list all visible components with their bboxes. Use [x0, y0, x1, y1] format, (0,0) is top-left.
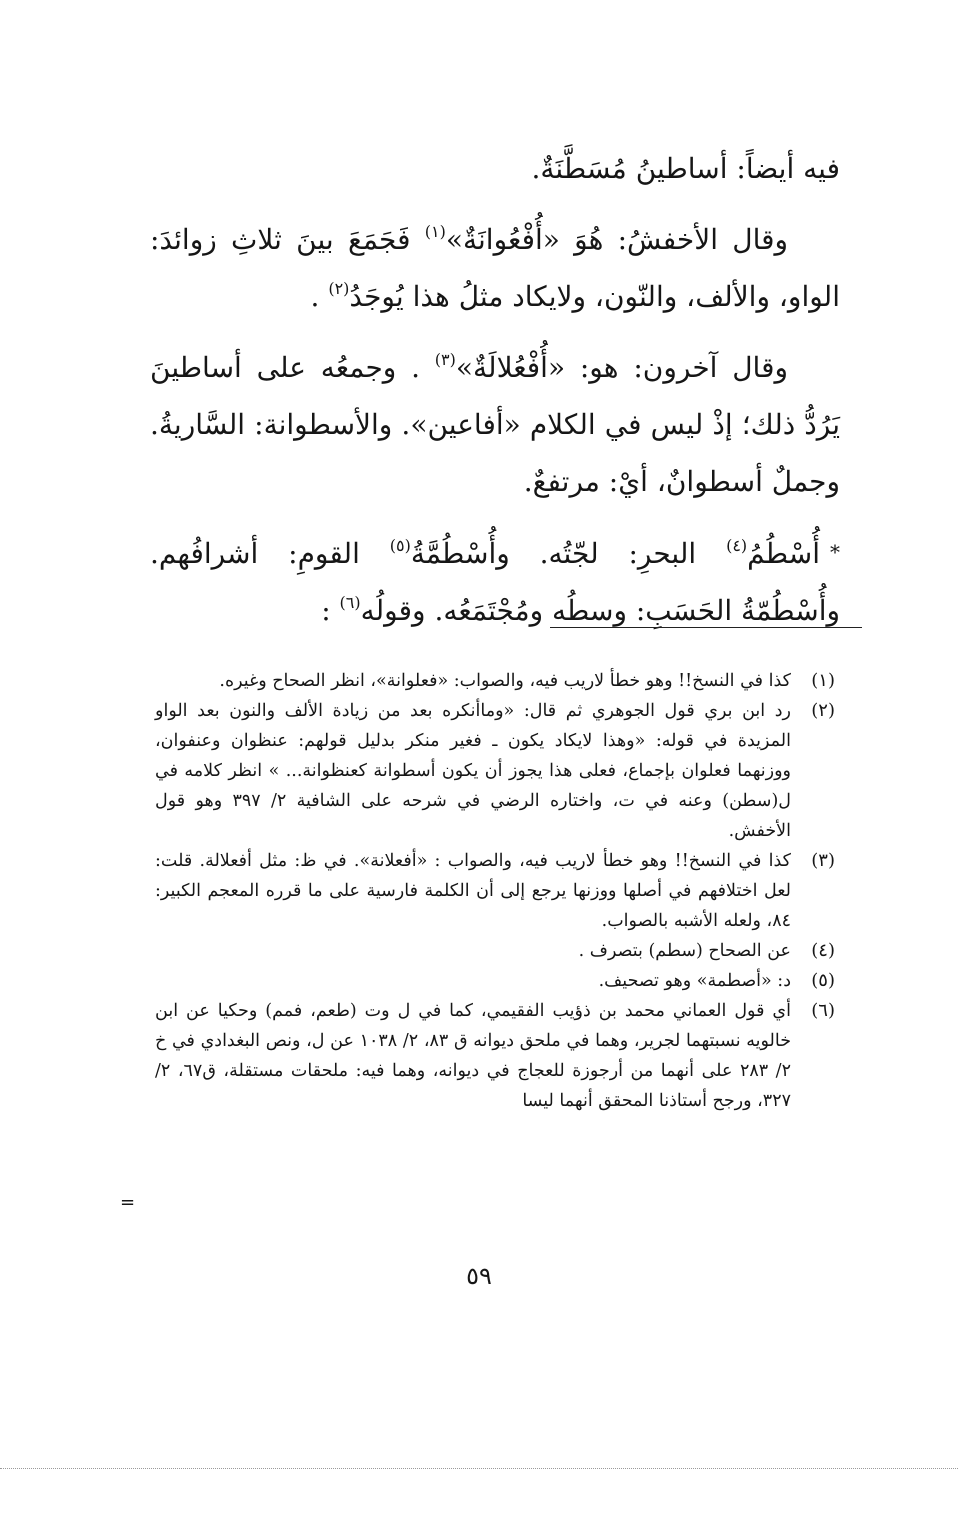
paragraph-1: [150, 140, 840, 197]
footnote-text: أي قول العماني محمد بن ذؤيب الفقيمي، كما في ل وت (طعم، فمم) وحكيا عن ابن خالويه نسبتهما لجرير، وهما في ملحق ديوانه ق ٨٣، ٢/ ١٠٣٨ عن ل، ونص البغدادي في خ ٢/ ٢٨٣ على أنهما من أرجوزة للعجاج في ديوانه، وهما فيه: ملحقات مستقلة، ق٦٧، ٢/ ٣٢٧، ورجح أستاذنا المحقق أنهما ليسا: [155, 1001, 792, 1111]
paragraph-2-text-b: فَجَمَعَ بينَ ثلاثِ زوائدَ: الواو، والألف، والنّون، ولايكاد مثلُ هذا يُوجَدُ: [150, 223, 840, 313]
footnote: [155, 966, 835, 996]
footnote-ref-3: (٣): [434, 350, 456, 369]
continuation-mark: =: [120, 1192, 136, 1213]
paragraph-4-text-b: البحرِ: لجّتُه. وأُسْطُمَّةُ: [410, 537, 727, 570]
footnote-separator: [550, 627, 862, 628]
paragraph-3-text-b: . وجمعُه على أساطينَ يَرُدُّ ذلك؛ إذْ ليس في الكلام «أفاعين». والأسطوانة: السَّاريةُ. وجملٌ أسطوانٌ، أيْ: مرتفعٌ.: [150, 351, 840, 498]
paragraph-4: [150, 524, 840, 639]
footnote-number: (٥): [811, 970, 835, 991]
paragraph-4-text-a: أُسْطُمُ: [747, 537, 820, 570]
paragraph-2-text-a: وقال الأخفشُ: هُوَ «أُفْعُوانَةٌ»: [445, 223, 789, 256]
footnote-ref-1: (١): [424, 222, 446, 241]
footnote-number: (٢): [811, 700, 835, 721]
footnote-ref-2: (٢): [328, 279, 350, 298]
main-text: [150, 140, 840, 653]
paragraph-2-text-c: .: [310, 280, 329, 313]
page-number: ٥٩: [466, 1262, 492, 1290]
footnote-ref-5: (٥): [389, 536, 411, 555]
footnote: [155, 666, 835, 696]
paragraph-4-text-d: :: [321, 594, 340, 627]
footnote-text: كذا في النسخ!! وهو خطأ لاريب فيه، والصواب: «فعلوانة»، انظر الصحاح وغيره.: [219, 671, 791, 691]
footnote: [155, 846, 835, 936]
paragraph-4-text-c: القومِ: أشرافُهم. وأُسْطُمّةُ الحَسَبِ: وسطُه ومُجْتَمَعُه. وقولُه: [150, 537, 840, 627]
footnotes: [155, 666, 835, 1116]
footnote: [155, 996, 835, 1116]
paragraph-1-text: فيه أيضاً: أساطينُ مُسَطَّنَةٌ.: [531, 152, 840, 185]
footnote-text: رد ابن بري قول الجوهري ثم قال: «وماأنكره بعد من زيادة الألف والنون بعد الواو المزيدة في قوله: «وهذا لايكاد يكون ـ فغير منكر بدليل قولهم: عنظوان وعنفوان، ووزنهما فعلوان بإجماع، فعلى هذا يجوز أن يكون أسطوانة كعنظوانة... » انظر كلامه في ل(سطن) وعنه في ت، واختاره الرضي في شرحه على الشافية ٢/ ٣٩٧ وهو قول الأخفش.: [155, 701, 791, 841]
footnote-text: د: «أصطمة» وهو تصحيف.: [598, 971, 791, 991]
footnote-text: كذا في النسخ!! وهو خطأ لاريب فيه، والصواب : «أفعلانة». في ظ: مثل أفعلالة. قلت: لعل اختلافهم في أصلها ووزنها يرجع إلى أن الكلمة فارسية على ما قرره المعجم الكبير: ٨٤، ولعله الأشبه بالصواب.: [155, 851, 791, 931]
footnote-number: (٤): [811, 940, 835, 961]
entry-bullet: *: [830, 540, 840, 564]
paragraph-2: [150, 211, 840, 325]
footnote: [155, 936, 835, 966]
paragraph-3-text-a: وقال آخرون: هو: «أُفْعُلالَةٌ»: [455, 351, 788, 384]
footnote-ref-4: (٤): [726, 536, 748, 555]
footnote-ref-6: (٦): [339, 593, 361, 612]
footnote: [155, 696, 835, 846]
footnote-number: (٦): [811, 1000, 835, 1021]
footnote-number: (١): [811, 670, 835, 691]
footnote-number: (٣): [811, 850, 835, 871]
footnote-text: عن الصحاح (سطم) بتصرف .: [578, 941, 791, 961]
paragraph-3: [150, 339, 840, 510]
scan-edge-line: [0, 1468, 958, 1469]
